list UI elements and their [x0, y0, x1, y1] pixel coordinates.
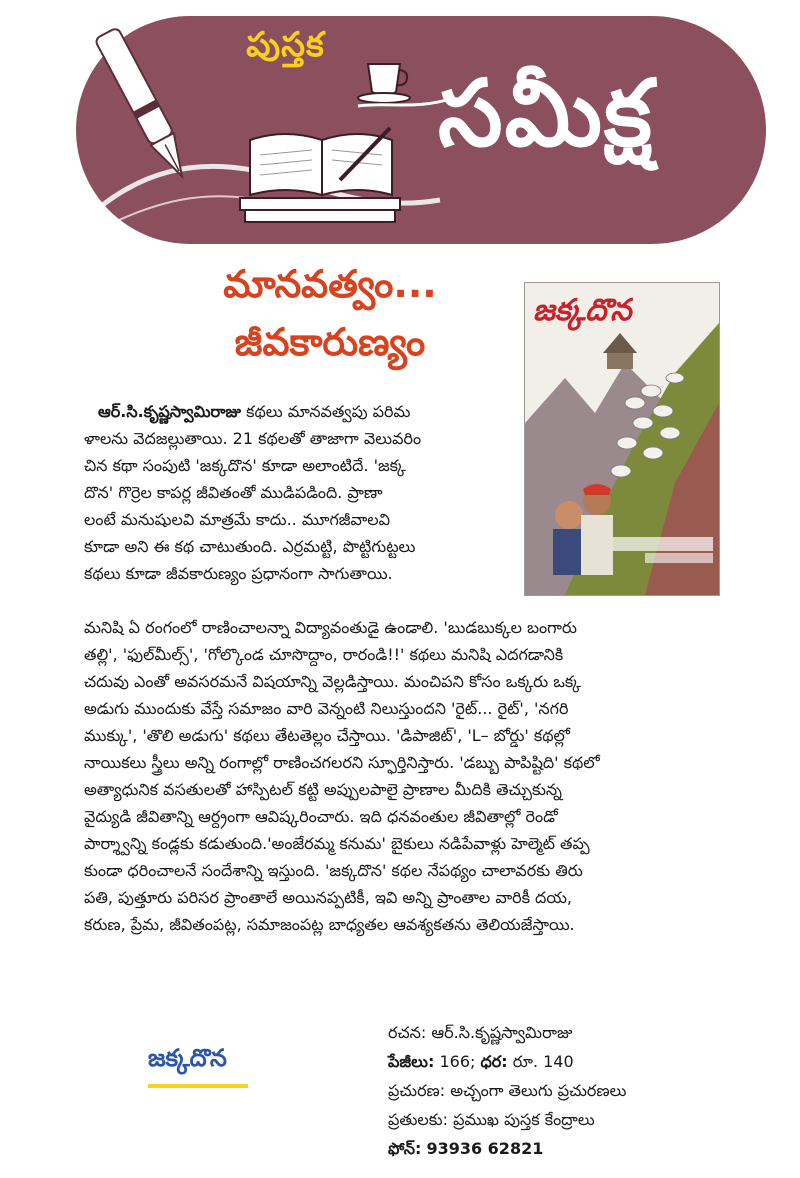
book-name: జక్కదొన [148, 1044, 227, 1072]
info-price: రూ. 140 [512, 1052, 574, 1071]
article-line: కథలు కూడా జీవకారుణ్యం ప్రధానంగా సాగుతాయి. [84, 564, 393, 583]
article-body-narrow [84, 398, 512, 587]
article-line: తల్లి', 'ఫుల్‌మీల్స్', 'గోల్కొండ చూసొద్దాం, రారండి!!' కథలు మనిషి ఎదగడానికి [84, 645, 564, 664]
info-publisher: అచ్చంగా తెలుగు ప్రచురణలు [450, 1081, 627, 1100]
article-line: కుండా ధరించాలనే సందేశాన్ని ఇస్తుంది. 'జక్కదొన' కథల నేపథ్యం చాలావరకు తిరు [84, 861, 583, 880]
book-cover-image [524, 282, 720, 596]
article-line [84, 398, 512, 425]
article-line: నాయికలు స్త్రీలు అన్ని రంగాల్లో రాణించగలరని స్ఫూర్తినిస్తారు. 'డబ్బు పాపిష్టిది' కథలో [84, 753, 600, 772]
info-publisher-label: ప్రచురణ: [388, 1081, 446, 1100]
cover-title: జక్కదొన [533, 293, 632, 328]
article-line-text: కథలు మానవత్వపు పరిమ [246, 402, 411, 421]
article-line: కూడా అని ఈ కథ చాటుతుంది. ఎర్రమట్టి, పొట్టిగుట్టలు [84, 537, 416, 556]
section-kicker: పుస్తక [246, 25, 325, 65]
info-copies-label: ప్రతులకు: [388, 1110, 448, 1129]
info-pages-label: పేజీలు: [388, 1052, 435, 1071]
article-headline [190, 255, 470, 371]
info-phone: 93936 62821 [426, 1139, 544, 1158]
headline-line-1: మానవత్వం... [223, 262, 437, 306]
article-line: అడుగు ముందుకు వేస్తే సమాజం వారి వెన్నంటి నిలుస్తుందని 'రైట్... రైట్', 'నగరి [84, 699, 569, 718]
article-body-wide [84, 614, 736, 938]
info-price-label: ధర: [480, 1052, 508, 1071]
article-line: అత్యాధునిక వసతులతో హాస్పిటల్ కట్టి అప్పులపాలై ప్రాణాల మీదికి తెచ్చుకున్న [84, 780, 562, 799]
info-copies: ప్రముఖ పుస్తక కేంద్రాలు [453, 1110, 595, 1129]
info-author-label: రచన: [388, 1023, 427, 1042]
article-line: లంటే మనుషులవి మాత్రమే కాదు.. మూగజీవాలవి [84, 510, 390, 529]
article-line: మనిషి ఏ రంగంలో రాణించాలన్నా విద్యావంతుడై ఉండాలి. 'బుడబుక్కల బంగారు [84, 618, 577, 637]
info-pages: 166; [439, 1052, 476, 1071]
book-info-block [388, 1018, 768, 1163]
article-line: వైద్యుడి జీవితాన్ని ఆర్ద్రంగా ఆవిష్కరించారు. ఇది ధనవంతుల జీవితాల్లో రెండో [84, 807, 558, 826]
info-phone-row [388, 1134, 768, 1163]
article-line: చిన కథా సంపుటి 'జక్కదొన' కూడా అలాంటిదే. 'జక్క [84, 456, 406, 475]
info-author-row [388, 1018, 768, 1047]
kicker-box [229, 18, 342, 80]
article-line: దొన' గొర్రెల కాపర్ల జీవితంతో ముడిపడింది. ప్రాణా [84, 483, 383, 502]
info-copies-row [388, 1105, 768, 1134]
masthead-title: సమీక్ష [438, 60, 654, 167]
info-pages-row [388, 1047, 768, 1076]
info-author: ఆర్.సి.కృష్ణస్వామిరాజు [431, 1023, 573, 1042]
info-phone-label: ఫోన్: [388, 1139, 422, 1158]
headline-line-2: జీవకారుణ్యం [234, 320, 426, 364]
article-line: పతి, పుత్తూరు పరిసర ప్రాంతాలే అయినప్పటికీ, ఇవి అన్ని ప్రాంతాల వారికీ దయ, [84, 888, 573, 907]
info-publisher-row [388, 1076, 768, 1105]
article-line: పార్శ్వాన్ని కండ్లకు కడుతుంది.'అంజేరమ్మ కనుమ' బైకులు నడిపేవాళ్లు హెల్మెట్ తప్ప [84, 834, 590, 853]
article-line: చదువు ఎంతో అవసరమనే విషయాన్ని వెల్లడిస్తాయి. మంచిపని కోసం ఒక్కరు ఒక్క [84, 672, 582, 691]
article-line: ళాలను వెదజల్లుతాయి. 21 కథలతో తాజాగా వెలువరిం [84, 429, 422, 448]
article-line: ముక్కు', 'తొలి అడుగు' కథలు తేటతెల్లం చేస్తాయి. 'డిపాజిట్', 'L– బోర్డు' కథల్లో [84, 726, 571, 745]
article-line: కరుణ, ప్రేమ, జీవితంపట్ల, సమాజంపట్ల బాధ్యతల ఆవశ్యకతను తెలియజేస్తాయి. [84, 915, 575, 934]
author-lead: ఆర్.సి.కృష్ణస్వామిరాజు [98, 402, 242, 421]
book-name-underline [148, 1084, 248, 1088]
